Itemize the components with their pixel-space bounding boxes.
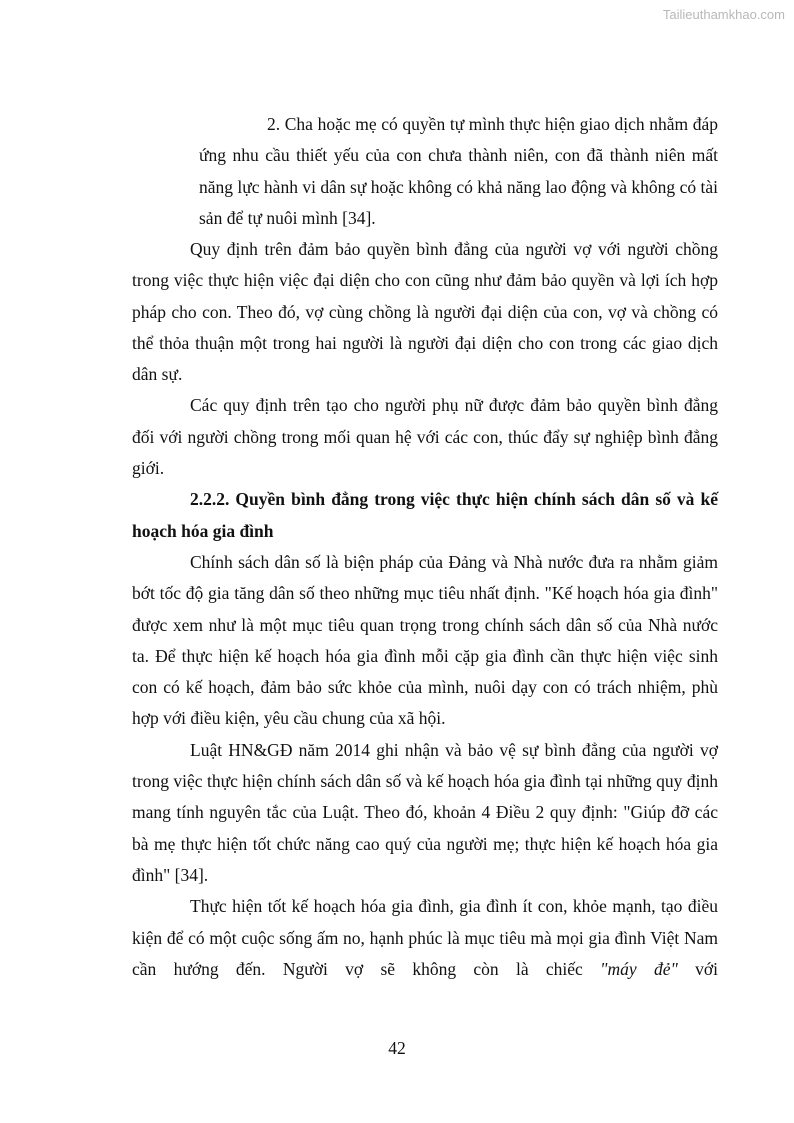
paragraph-5-italic: "máy đẻ" — [600, 958, 678, 979]
paragraph-5-start: Thực hiện tốt kế hoạch hóa gia đình, gia đình ít con, khỏe mạnh, tạo điều kiện để có một cuộc sống ấm no, hạnh phúc là mục tiêu mà mọi gia đình Việt Nam cần hướng đến. Người vợ sẽ không còn là chiếc — [132, 896, 718, 979]
watermark: Tailieuthamkhao.com — [662, 7, 785, 22]
body-text — [132, 234, 718, 985]
paragraph-5-end: với — [695, 958, 719, 979]
section-heading: 2.2.2. Quyền bình đẳng trong việc thực hiện chính sách dân số và kế hoạch hóa gia đình — [132, 489, 718, 541]
quoted-clause — [199, 109, 718, 234]
paragraph-4: Luật HN&GĐ năm 2014 ghi nhận và bảo vệ sự bình đẳng của người vợ trong việc thực hiện chính sách dân số và kế hoạch hóa gia đình tại những quy định mang tính nguyên tắc của Luật. Theo đó, khoản 4 Điều 2 quy định: "Giúp đỡ các bà mẹ thực hiện tốt chức năng cao quý của người mẹ; thực hiện kế hoạch hóa gia đình" [34]. — [132, 739, 718, 885]
page-number: 42 — [388, 1038, 406, 1058]
paragraph-1: Quy định trên đảm bảo quyền bình đẳng của người vợ với người chồng trong việc thực hiện việc đại diện cho con cũng như đảm bảo quyền và lợi ích hợp pháp cho con. Theo đó, vợ cùng chồng là người đại diện của con, vợ và chồng có thể thỏa thuận một trong hai người là người đại diện cho con trong các giao dịch dân sự. — [132, 239, 718, 385]
paragraph-2: Các quy định trên tạo cho người phụ nữ được đảm bảo quyền bình đẳng đối với người chồng trong mối quan hệ với các con, thúc đẩy sự nghiệp bình đẳng giới. — [132, 395, 718, 479]
quote-paragraph: 2. Cha hoặc mẹ có quyền tự mình thực hiện giao dịch nhằm đáp ứng nhu cầu thiết yếu của con chưa thành niên, con đã thành niên mất năng lực hành vi dân sự hoặc không có khả năng lao động và không có tài sản để tự nuôi mình [34]. — [199, 114, 718, 228]
paragraph-5 — [132, 891, 718, 985]
paragraph-3: Chính sách dân số là biện pháp của Đảng và Nhà nước đưa ra nhằm giảm bớt tốc độ gia tăng dân số theo những mục tiêu nhất định. "Kế hoạch hóa gia đình" được xem như là một mục tiêu quan trọng trong chính sách dân số của Nhà nước ta. Để thực hiện kế hoạch hóa gia đình mỗi cặp gia đình cần thực hiện việc sinh con có kế hoạch, đảm bảo sức khỏe của mình, nuôi dạy con có trách nhiệm, phù hợp với điều kiện, yêu cầu chung của xã hội. — [132, 551, 718, 729]
